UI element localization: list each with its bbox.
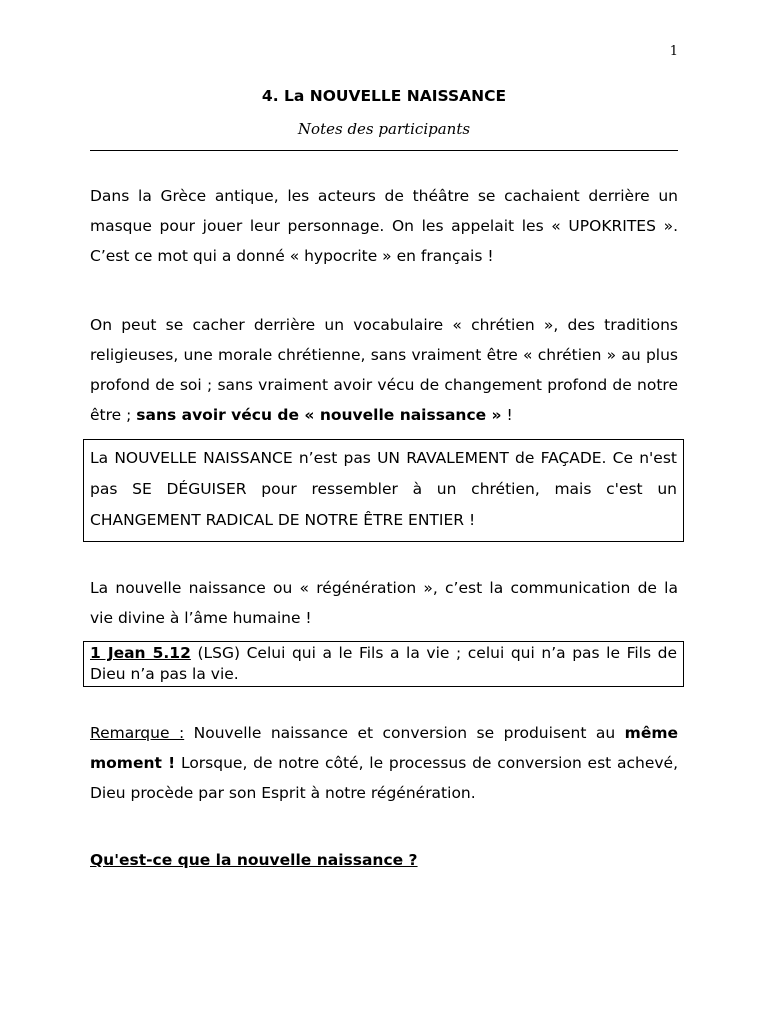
title-divider (90, 150, 678, 151)
remark-paragraph (90, 718, 678, 808)
second-bold-text: sans avoir vécu de « nouvelle naissance » (136, 406, 502, 424)
second-end-text: ! (501, 406, 513, 424)
remark-text-2: Lorsque, de notre côté, le processus de conversion est achevé, Dieu procède par son Esprit à notre régénération. (90, 754, 679, 802)
remark-bold-text: même moment ! (90, 724, 678, 772)
verse-reference: 1 Jean 5.12 (90, 644, 191, 662)
verse-paragraph (90, 643, 677, 685)
verse-text: (LSG) Celui qui a le Fils a la vie ; celui qui n’a pas le Fils de Dieu n’a pas la vie. (90, 644, 677, 683)
second-paragraph (90, 310, 678, 430)
remark-label: Remarque : (90, 724, 185, 742)
page-number: 1 (669, 44, 678, 59)
second-text: On peut se cacher derrière un vocabulaire « chrétien », des traditions religieuses, une morale chrétienne, sans vraiment être « chrétien » au plus profond de soi ; sans vraiment avoir vécu de changement profond de notre être ; (90, 316, 678, 424)
definition-text: La NOUVELLE NAISSANCE n’est pas UN RAVALEMENT de FAÇADE. Ce n'est pas SE DÉGUISER pour ressembler à un chrétien, mais c'est un CHANGEMENT RADICAL DE NOTRE ÊTRE ENTIER ! (90, 449, 677, 529)
intro-paragraph (90, 181, 678, 271)
regeneration-paragraph (90, 573, 678, 633)
document-subtitle: Notes des participants (297, 120, 471, 138)
intro-text: Dans la Grèce antique, les acteurs de théâtre se cachaient derrière un masque pour jouer leur personnage. On les appelait les « UPOKRITES ». C’est ce mot qui a donné « hypocrite » en français ! (90, 187, 678, 265)
definition-box (83, 439, 684, 542)
regeneration-text: La nouvelle naissance ou « régénération », c’est la communication de la vie divine à l’âme humaine ! (90, 579, 678, 627)
question-heading-paragraph (90, 845, 678, 875)
question-heading: Qu'est-ce que la nouvelle naissance ? (90, 851, 418, 869)
remark-text-1: Nouvelle naissance et conversion se produisent au (184, 724, 625, 742)
document-title: 4. La NOUVELLE NAISSANCE (261, 87, 507, 105)
verse-box (83, 641, 684, 687)
